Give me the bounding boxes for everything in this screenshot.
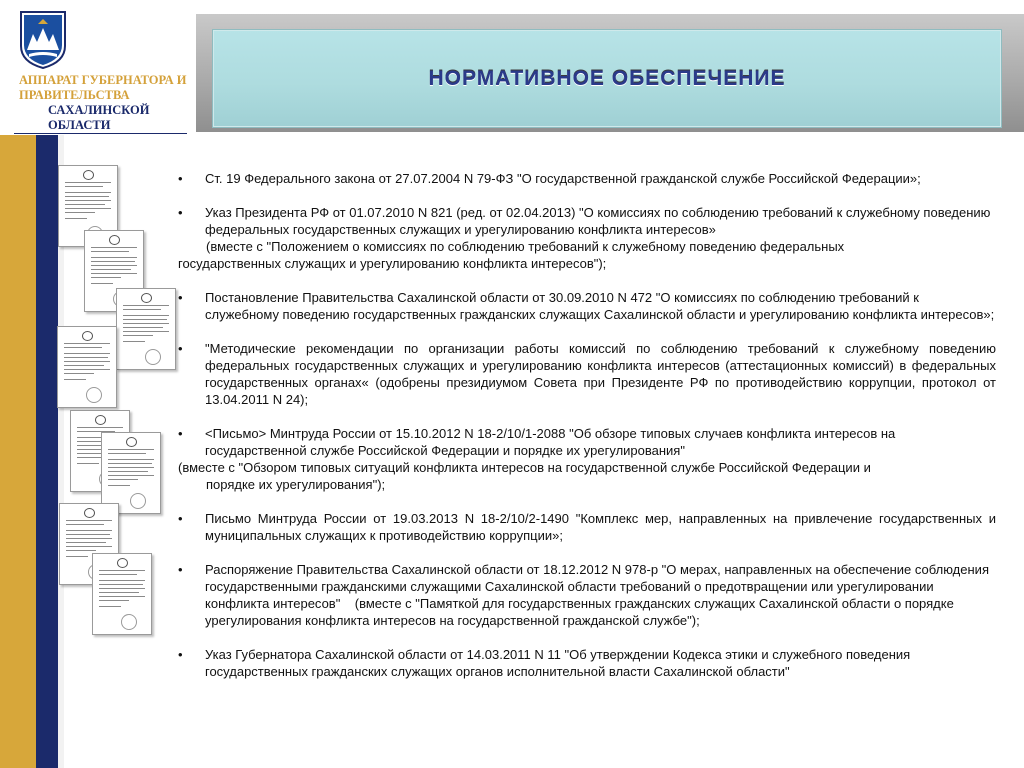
- list-item: [178, 170, 996, 187]
- list-item-note: (вместе с "Положением о комиссиях по соблюдению требований к служебному поведению федеральных: [206, 239, 845, 254]
- list-item: [178, 561, 996, 629]
- list-item-text: Письмо Минтруда России от 19.03.2013 N 18-2/10/2-1490 "Комплекс мер, направленных на привлечение государственных и муниципальных служащих к противодействию коррупции»;: [205, 511, 996, 543]
- list-item-note-continued: порядке их урегулирования");: [206, 477, 386, 492]
- bullet: •: [178, 171, 183, 186]
- bullet: •: [178, 341, 183, 356]
- list-item-text: Постановление Правительства Сахалинской области от 30.09.2010 N 472 "О комиссиях по соблюдению требований к служебному поведению государственных гражданских служащих Сахалинской области и урегулированию конфликта интересов»;: [205, 290, 995, 322]
- org-name-line-2: ПРАВИТЕЛЬСТВА: [19, 88, 130, 102]
- left-stripe-navy: [36, 135, 58, 768]
- list-item-text: "Методические рекомендации по организации работы комиссий по соблюдению требований к служебному поведению федеральных государственных служащих и урегулированию конфликта интересов (аттестационных комиссий) в федеральных государственных органах« (одобрены президиумом Совета при Президенте РФ по противодействию коррупции, протокол от 13.04.2011 N 24);: [205, 341, 996, 407]
- bullet: •: [178, 426, 183, 441]
- regulations-list: [178, 170, 996, 697]
- list-item: [178, 289, 996, 323]
- bullet: •: [178, 511, 183, 526]
- document-thumbnail-icon: [92, 553, 152, 635]
- left-stripe-gold: [0, 135, 36, 768]
- list-item-note: (вместе с "Обзором типовых ситуаций конфликта интересов на государственной службе Российской Федерации и: [178, 460, 871, 475]
- bullet: •: [178, 562, 183, 577]
- list-item-text: <Письмо> Минтруда России от 15.10.2012 N 18-2/10/1-2088 "Об обзоре типовых случаев конфликта интересов на государственной службе Российской Федерации и порядке их урегулирования": [205, 426, 896, 458]
- org-name-line-4: ОБЛАСТИ: [48, 118, 111, 132]
- title-banner: [212, 29, 1002, 128]
- page-title: НОРМАТИВНОЕ ОБЕСПЕЧЕНИЕ: [428, 66, 786, 90]
- document-thumbnail-icon: [101, 432, 161, 514]
- organization-name: [19, 73, 194, 133]
- org-name-line-3: САХАЛИНСКОЙ: [48, 103, 150, 117]
- list-item-text: Указ Президента РФ от 01.07.2010 N 821 (ред. от 02.04.2013) "О комиссиях по соблюдению требований к служебному поведению федеральных государственных служащих и урегулированию конфликта интересов»: [205, 205, 991, 237]
- header: [0, 0, 1024, 135]
- list-item: [178, 425, 996, 493]
- bullet: •: [178, 647, 183, 662]
- document-thumbnail-icon: [57, 326, 117, 408]
- list-item: [178, 340, 996, 408]
- bullet: •: [178, 205, 183, 220]
- document-thumbnail-icon: [116, 288, 176, 370]
- bullet: •: [178, 290, 183, 305]
- list-item-text: Распоряжение Правительства Сахалинской области от 18.12.2012 N 978-р "О мерах, направленных на обеспечение соблюдения государственными гражданскими служащими Сахалинской области требований о предотвращении или урегулировании конфликта интересов" (вместе с "Памяткой для государственных гражданских служащих Сахалинской области о порядке урегулирования конфликта интересов на государственной гражданской службе");: [205, 562, 993, 628]
- header-divider: [14, 133, 187, 134]
- list-item: [178, 204, 996, 272]
- list-item-note-continued: государственных служащих и урегулированию конфликта интересов");: [178, 256, 607, 271]
- org-name-line-1: АППАРАТ ГУБЕРНАТОРА И: [19, 73, 187, 87]
- list-item: [178, 510, 996, 544]
- list-item-text: Указ Губернатора Сахалинской области от 14.03.2011 N 11 "Об утверждении Кодекса этики и служебного поведения государственных гражданских служащих органов исполнительной власти Сахалинской области": [205, 647, 911, 679]
- sakhalin-coat-of-arms-icon: [18, 10, 68, 70]
- list-item-text: Ст. 19 Федерального закона от 27.07.2004 N 79-ФЗ "О государственной гражданской службе Российской Федерации»;: [205, 171, 921, 186]
- list-item: [178, 646, 996, 680]
